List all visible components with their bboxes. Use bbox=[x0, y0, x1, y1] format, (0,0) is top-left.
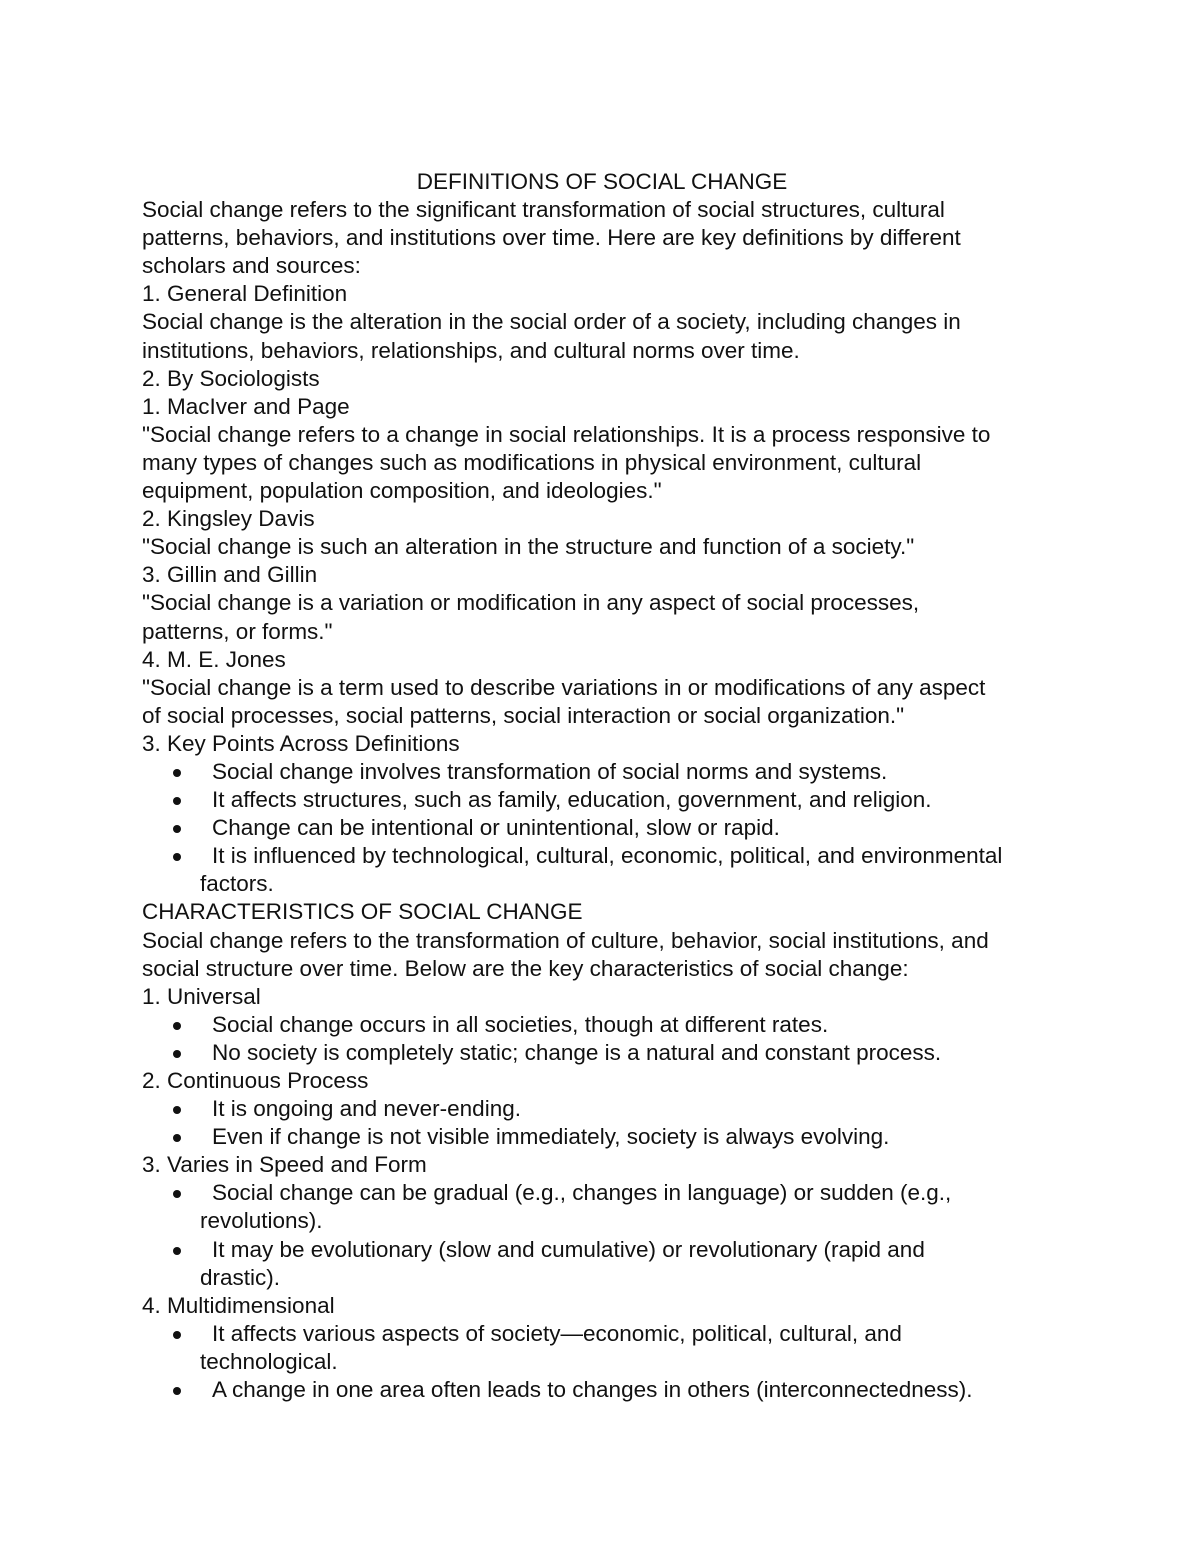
bullet-line: drastic). bbox=[200, 1264, 281, 1290]
bullet-item bbox=[212, 814, 1062, 842]
general-definition-line: Social change is the alteration in the social order of a society, including changes in bbox=[142, 309, 961, 335]
bullet-item bbox=[200, 1320, 1062, 1376]
bullet-line: It affects various aspects of society—economic, political, cultural, and bbox=[212, 1320, 902, 1346]
bullet-line: Change can be intentional or unintentional, slow or rapid. bbox=[212, 815, 780, 841]
bullet-line: Even if change is not visible immediately, society is always evolving. bbox=[212, 1124, 890, 1150]
bullet-item bbox=[212, 1123, 1062, 1151]
characteristic-heading-varies-in-speed: 3. Varies in Speed and Form bbox=[142, 1152, 427, 1178]
bullet-line: It is influenced by technological, cultural, economic, political, and environmental bbox=[212, 843, 1003, 869]
characteristics-intro-line: Social change refers to the transformation of culture, behavior, social institutions, and bbox=[142, 927, 989, 953]
bullet-line: No society is completely static; change is a natural and constant process. bbox=[212, 1039, 942, 1065]
bullet-line: revolutions). bbox=[200, 1208, 323, 1234]
bullet-item bbox=[212, 786, 1062, 814]
bullet-line: It is ongoing and never-ending. bbox=[212, 1096, 521, 1122]
section-heading-general-definition: 1. General Definition bbox=[142, 281, 348, 307]
bullet-item bbox=[200, 1236, 1062, 1292]
sociologist-quote-line: of social processes, social patterns, social interaction or social organization." bbox=[142, 702, 905, 728]
universal-list bbox=[142, 1011, 1062, 1067]
intro-line: patterns, behaviors, and institutions over time. Here are key definitions by different bbox=[142, 225, 961, 251]
bullet-line: Social change can be gradual (e.g., changes in language) or sudden (e.g., bbox=[212, 1180, 952, 1206]
multidimensional-list bbox=[142, 1320, 1062, 1404]
sociologist-name: 4. M. E. Jones bbox=[142, 646, 286, 672]
intro-line: scholars and sources: bbox=[142, 253, 361, 279]
bullet-line: It affects structures, such as family, education, government, and religion. bbox=[212, 787, 932, 813]
bullet-item bbox=[212, 1011, 1062, 1039]
bullet-item bbox=[200, 1179, 1062, 1235]
characteristic-heading-multidimensional: 4. Multidimensional bbox=[142, 1292, 335, 1318]
varies-in-speed-list bbox=[142, 1179, 1062, 1291]
bullet-line: A change in one area often leads to changes in others (interconnectedness). bbox=[212, 1377, 973, 1403]
bullet-item bbox=[200, 842, 1062, 898]
document-page bbox=[142, 168, 1062, 1404]
characteristic-heading-continuous-process: 2. Continuous Process bbox=[142, 1068, 369, 1093]
sociologist-quote-line: many types of changes such as modifications in physical environment, cultural bbox=[142, 449, 922, 475]
sociologist-quote-line: "Social change is a term used to describe variations in or modifications of any aspect bbox=[142, 674, 986, 700]
sociologist-name: 3. Gillin and Gillin bbox=[142, 562, 318, 588]
intro-line: Social change refers to the significant transformation of social structures, cultural bbox=[142, 197, 945, 223]
document-title: DEFINITIONS OF SOCIAL CHANGE bbox=[416, 169, 788, 194]
characteristics-intro-line: social structure over time. Below are the key characteristics of social change: bbox=[142, 955, 909, 981]
bullet-item bbox=[212, 758, 1062, 786]
key-points-list bbox=[142, 758, 1062, 898]
continuous-process-list bbox=[142, 1095, 1062, 1151]
general-definition-line: institutions, behaviors, relationships, and cultural norms over time. bbox=[142, 337, 800, 363]
bullet-item bbox=[212, 1376, 1062, 1404]
sociologist-quote-line: equipment, population composition, and ideologies." bbox=[142, 478, 662, 504]
sociologist-quote-line: "Social change is a variation or modification in any aspect of social processes, bbox=[142, 590, 920, 616]
bullet-line: It may be evolutionary (slow and cumulative) or revolutionary (rapid and bbox=[212, 1236, 925, 1262]
bullet-item bbox=[212, 1095, 1062, 1123]
bullet-line: Social change occurs in all societies, though at different rates. bbox=[212, 1011, 829, 1037]
characteristics-title: CHARACTERISTICS OF SOCIAL CHANGE bbox=[142, 899, 583, 925]
sociologist-name: 1. MacIver and Page bbox=[142, 393, 350, 419]
section-heading-by-sociologists: 2. By Sociologists bbox=[142, 365, 320, 391]
sociologist-quote-line: "Social change is such an alteration in the structure and function of a society." bbox=[142, 534, 915, 560]
sociologist-quote-line: patterns, or forms." bbox=[142, 618, 333, 644]
sociologist-quote-line: "Social change refers to a change in social relationships. It is a process responsive to bbox=[142, 421, 991, 447]
sociologist-name: 2. Kingsley Davis bbox=[142, 506, 315, 532]
bullet-line: technological. bbox=[200, 1348, 338, 1374]
section-heading-key-points: 3. Key Points Across Definitions bbox=[142, 730, 460, 756]
bullet-line: Social change involves transformation of social norms and systems. bbox=[212, 758, 888, 784]
bullet-item bbox=[212, 1039, 1062, 1067]
characteristic-heading-universal: 1. Universal bbox=[142, 983, 261, 1009]
bullet-line: factors. bbox=[200, 871, 274, 897]
